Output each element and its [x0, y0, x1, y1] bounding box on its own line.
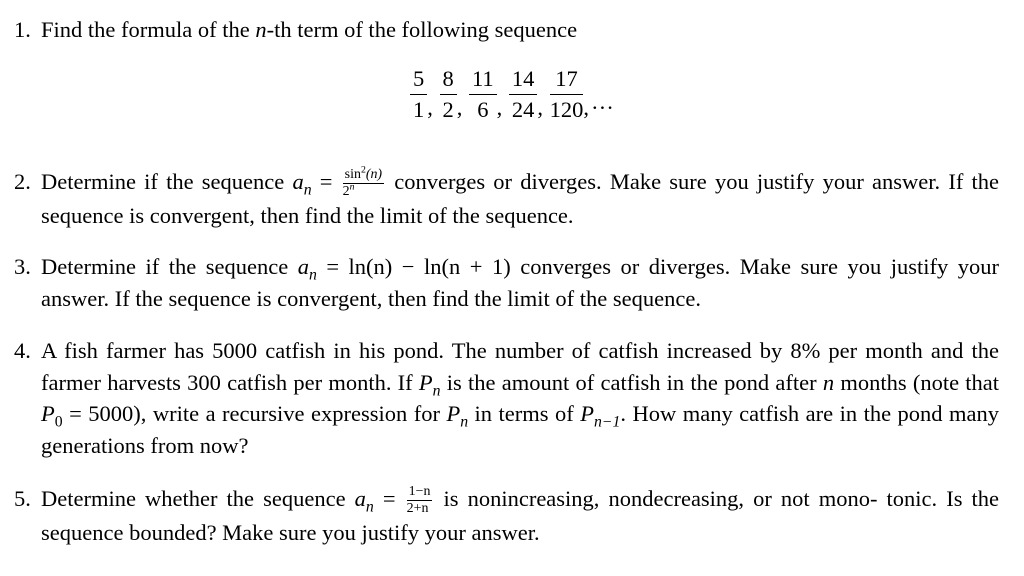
problem-1: [14, 14, 999, 46]
problem-number: 1.: [14, 17, 31, 42]
problem-text: Determine if the sequence $a_n = \ln(n) - \ln(n + 1)$ converges or diverges. Make sure you justify your answer. If the sequence is convergent, then find the limit of the sequence.: [41, 254, 1000, 311]
problem-text: Find the formula of the n-th term of the following sequence: [41, 17, 578, 42]
sequence-expression: = ln(n) − ln(n + 1): [326, 254, 511, 279]
sequence-term: $\frac{17}{120}$: [549, 66, 584, 122]
sequence-display: $\frac{5}{1}$ , $\frac{8}{2}$ , $\frac{11}{6}$ , $\frac{14}{24}$ , $\frac{17}{120}$ , ...: [410, 66, 615, 128]
problem-5: [14, 483, 999, 548]
sequence-term: $\frac{14}{24}$: [509, 66, 538, 123]
sequence-term: $\frac{8}{2}$: [440, 66, 457, 123]
problem-4: [14, 335, 999, 461]
ellipsis: ...: [592, 89, 615, 115]
problem-text: A fish farmer has 5000 catfish in his pond. The number of catfish increased by 8% per month and the farmer harvests 300 catfish per month. If $P_n$ is the amount of catfish in the pond after n months (note that $P_0 = 5000$), write a recursive expression for $P_n$ in terms of $P_{n-1}$. How many catfish are in the pond many generations from now?: [41, 338, 1000, 458]
problem-3: [14, 251, 999, 314]
problem-text: Determine whether the sequence $a_n$ = $\frac{1-n}{2+n}$ is nonincreasing, nondecreasing, or not mono- tonic. Is the sequence bounded? Make sure you justify your answer.: [41, 483, 1000, 545]
problem-number: 2.: [14, 169, 31, 194]
problem-number: 4.: [14, 338, 31, 363]
problem-number: 5.: [14, 486, 31, 511]
sequence-fraction: $\frac{1-n}{2+n}$: [406, 483, 431, 517]
sequence-term: $\frac{11}{6}$: [469, 66, 497, 123]
problem-2: [14, 163, 1000, 231]
problem-text: Determine if the sequence $a_n$ = $\frac{\sin^2(n)}{2^n}$ converges or diverges. Make sure you justify your answer. If the sequence is convergent, then find the limit of the sequence.: [41, 163, 1000, 228]
sequence-term: $\frac{5}{1}$: [410, 66, 427, 123]
problem-number: 3.: [14, 254, 31, 279]
sequence-fraction: $\frac{\sin^2(n)}{2^n}$: [342, 163, 383, 200]
